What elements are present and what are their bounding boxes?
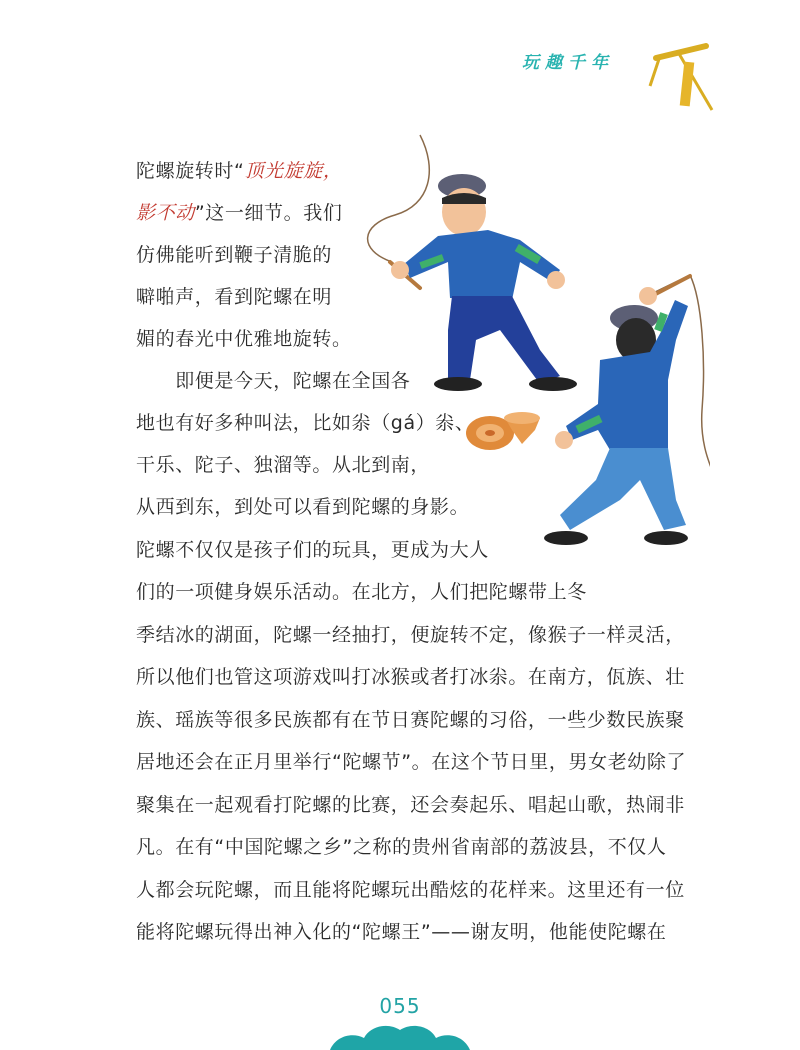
cloud-ornament-icon bbox=[330, 1018, 470, 1050]
body-line-19: 能将陀螺玩得出神入化的“陀螺王”——谢友明，他能使陀螺在 bbox=[136, 921, 667, 943]
poem-quote: 影不动 bbox=[136, 202, 195, 224]
chapter-header-title: 玩趣千年 bbox=[522, 53, 614, 73]
body-line-17: 凡。在有“中国陀螺之乡”之称的贵州省南部的荔波县，不仅人 bbox=[136, 836, 667, 858]
poem-quote: 顶光旋旋， bbox=[244, 160, 343, 182]
spinning-top-stick-icon bbox=[648, 40, 718, 115]
body-line-16: 聚集在一起观看打陀螺的比赛，还会奏起乐、唱起山歌，热闹非 bbox=[136, 794, 685, 816]
body-line-13: 所以他们也管这项游戏叫打冰猴或者打冰尜。在南方，佤族、壮 bbox=[136, 666, 685, 688]
body-line-9: 从西到东，到处可以看到陀螺的身影。 bbox=[136, 496, 470, 518]
body-line-11: 们的一项健身娱乐活动。在北方，人们把陀螺带上冬 bbox=[136, 581, 587, 603]
body-line-8: 干乐、陀子、独溜等。从北到南， bbox=[136, 454, 431, 476]
whip-icon bbox=[368, 135, 430, 262]
child-figure-right bbox=[544, 287, 688, 545]
page-number: 055 bbox=[379, 994, 421, 1018]
body-line-15: 居地还会在正月里举行“陀螺节”。在这个节日里，男女老幼除了 bbox=[136, 751, 687, 773]
body-line-1: 陀螺旋转时“顶光旋旋， bbox=[136, 160, 343, 182]
body-line-2: 影不动”这一细节。我们 bbox=[136, 202, 343, 224]
body-line-18: 人都会玩陀螺，而且能将陀螺玩出酷炫的花样来。这里还有一位 bbox=[136, 879, 685, 901]
spinning-tops-icon bbox=[466, 412, 540, 450]
body-line-7: 地也有好多种叫法，比如尜（gá）尜、 bbox=[136, 412, 475, 434]
body-line-4: 噼啪声，看到陀螺在明 bbox=[136, 286, 333, 308]
body-line-12: 季结冰的湖面，陀螺一经抽打，便旋转不定，像猴子一样灵活， bbox=[136, 624, 685, 646]
body-line-14: 族、瑶族等很多民族都有在节日赛陀螺的习俗，一些少数民族聚 bbox=[136, 709, 685, 731]
body-line-6: 即便是今天，陀螺在全国各 bbox=[136, 370, 411, 392]
body-line-10: 陀螺不仅仅是孩子们的玩具，更成为大人 bbox=[136, 539, 489, 561]
child-figure-left bbox=[391, 174, 577, 391]
body-line-3: 仿佛能听到鞭子清脆的 bbox=[136, 244, 333, 266]
body-line-5: 媚的春光中优雅地旋转。 bbox=[136, 328, 352, 350]
